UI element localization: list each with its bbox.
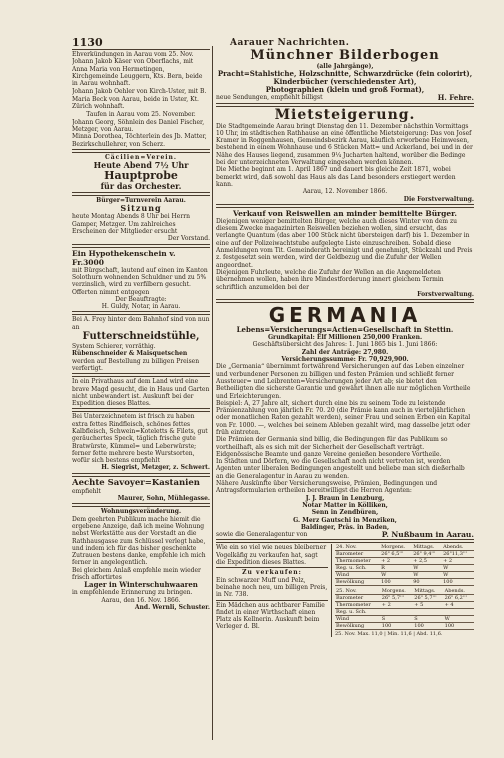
table-row bbox=[335, 588, 474, 595]
wohnung-sign: And. Wernli, Schuster. bbox=[134, 603, 210, 611]
baptisms-title: Taufen in Aarau vom 25. November. bbox=[86, 111, 196, 119]
siegrist-sign: H. Siegrist, Metzger, z. Schwert. bbox=[101, 464, 210, 472]
germania-sub: Lebens=Versicherungs=Actien=Gesellschaft in Stettin. bbox=[236, 325, 454, 335]
turner-sign: Der Vorstand. bbox=[167, 235, 210, 243]
table-cell: 90 bbox=[412, 579, 442, 586]
table-cell: Morgens. bbox=[380, 544, 412, 551]
baptism-entry: Johann Georg, Söhnlein des Daniel Fischer, Metzger, von Aarau. bbox=[72, 118, 205, 133]
small-ads bbox=[216, 544, 332, 637]
bilder-title: Münchner Bilderbogen bbox=[250, 48, 440, 63]
bilder-sub: (alle Jahrgänge), bbox=[316, 63, 374, 70]
table-cell bbox=[381, 609, 414, 616]
table-cell: + 5 bbox=[413, 602, 443, 609]
germania-agent: Baldinger, Präs. in Baden, bbox=[300, 523, 390, 531]
table-cell: Wind bbox=[335, 572, 380, 579]
table-cell: 100 bbox=[381, 623, 414, 630]
table-row bbox=[335, 572, 474, 579]
right-column bbox=[216, 48, 474, 738]
frey-intro: Bei A. Frey hinter dem Bahnhof sind von nun an bbox=[72, 316, 210, 331]
miet-date: Aarau, 12. November 1866. bbox=[302, 188, 388, 196]
verkaufen-title: Zu verkaufen: bbox=[242, 569, 302, 577]
table-cell: 26" 6,5''' bbox=[380, 551, 412, 558]
table-cell: + 2 bbox=[442, 558, 474, 565]
kastanien-title: Aechte Savoyer=Kastanien bbox=[72, 477, 200, 488]
hypo-text: mit Bürgschaft, lautend auf einen im Kanton Solothurn wohnenden Schuldner und zu 5% verzinslich, wird zu verfilbern gesucht. Offerten nimmt entgegen bbox=[72, 266, 208, 296]
table-cell: W bbox=[442, 572, 474, 579]
table-cell: 26"11,3''' bbox=[442, 551, 474, 558]
column-divider bbox=[212, 46, 213, 740]
miet-text: Die Stadtgemeinde Aarau bringt Dienstag den 11. Dezember nächsthin Vormittags 10 Uhr, im städtischen Rathhause an eine öffentliche Mietsteigerung: Das von Josef Kramer in Roggenhausen, Gemeindsbezirk Aarau, käuflich erworbene Heimwesen, bestehend in einem Wohnhause und 6 Stücken Matt= und Ackerland, bei und in der Nähe des Hauses liegend, zusammen 9¼ Jucharten haltend, worüber die Bedinge bei der unterzeichneten Verwaltung eingesehen werden können. bbox=[216, 122, 473, 167]
table-cell: + 2 bbox=[381, 602, 414, 609]
wohnung-text3: in empfehlende Erinnerung zu bringen. bbox=[72, 589, 193, 597]
wohnung-title: Wohnungsveränderung. bbox=[100, 508, 182, 516]
paper-title: Aarauer Nachrichten. bbox=[230, 38, 350, 48]
table-row bbox=[335, 579, 474, 586]
table-cell: + 2,5 bbox=[412, 558, 442, 565]
bilder-sign: H. Fehre. bbox=[437, 93, 474, 103]
table-cell: W bbox=[412, 572, 442, 579]
table-cell: 26" 9,4''' bbox=[412, 551, 442, 558]
table-cell: 100 bbox=[413, 623, 443, 630]
table-cell: 25. Nov. bbox=[335, 588, 381, 595]
table-cell: S bbox=[413, 616, 443, 623]
table-cell: W bbox=[412, 565, 442, 572]
germania-footer bbox=[216, 531, 474, 538]
weather-footer: 25. Nov. Max. 11,0 | Min. 11,6 | Abd. 11,6. bbox=[335, 631, 443, 638]
germania-year: Geschäftsübersicht des Jahres: 1. Juni 1865 bis 1. Juni 1866: bbox=[252, 341, 438, 349]
divider bbox=[216, 539, 474, 543]
left-column bbox=[72, 48, 210, 738]
divider bbox=[72, 49, 210, 50]
frey-rest: werden auf Bestellung zu billigen Preisen verfertigt. bbox=[72, 357, 200, 372]
reis-sign: Forstverwaltung. bbox=[417, 290, 474, 298]
table-cell: 100 bbox=[442, 579, 474, 586]
germania-text5: In Städten und Dörfern, wo die Gesellschaft noch nicht vertreten ist, werden Agenten unter liberalen Bedingungen angestellt und beliebe man sich dießerhalb an die Generalagentur in Aarau zu wenden. bbox=[216, 458, 465, 480]
baptism-entry: Minna Dorothea, Töchterlein des Jb. Matter, Bezirkschullehrer, von Scherz. bbox=[72, 133, 207, 148]
page-number: 1130 bbox=[72, 36, 103, 49]
divider bbox=[216, 567, 328, 568]
table-cell: W bbox=[444, 616, 474, 623]
germania-general: sowie die Generalagentur von bbox=[216, 531, 308, 539]
weather-table bbox=[332, 544, 474, 637]
divider bbox=[216, 204, 474, 208]
table-row bbox=[335, 602, 474, 609]
table-row bbox=[335, 595, 474, 602]
germania-agent: G. Merz Gautschi in Menziken, bbox=[293, 516, 397, 524]
germania-agent: Senn in Zendbüren, bbox=[311, 509, 379, 517]
germania-text: Die „Germania“ übernimmt fortwährend Versicherungen auf das Leben einzelner und verbundener Personen zu billigen und festen Prämien und schließt ferner Aussteuer= und Leibrenten=Versicherungen jeder Art ab; sie bietet den Betheiligten die sicherste Garantie und gewährt ihnen alle nur möglichen Vortheile und Erleichterungen. bbox=[216, 363, 471, 400]
marriage-entry: Johann Jakob Käser von Oberflachs, mit Anna Maria von Hermetingen, Kirchgemeinde Leuggern, Kts. Bern, beide in Aarau wohnhaft. bbox=[72, 58, 203, 88]
reis-text: Diejenigen weniger bemittelten Bürger, welche auch dieses Winter von dem zu diesem Zwecke magazinirten Reiswellen beziehen wollen, sind ersucht, das verlangte Quantum (das aber 100 Stück nicht übersteigen darf) bis 1. Dezember in eine auf der Polizeiwachtstube aufgelegte Liste einzuschreiben. Sobald diese Anmeldungen vom Tit. Gemeinderath bereinigt und genehmigt, Stückzahl und Preis z. festgesetzt sein werden, wird der Geldbezug und die Zufuhr der Wellen angeordnet. bbox=[216, 217, 473, 269]
table-cell: Mittags. bbox=[413, 588, 443, 595]
divider bbox=[216, 600, 328, 601]
bilder-footer bbox=[216, 94, 474, 101]
table-row bbox=[335, 565, 474, 572]
table-cell: Morgens. bbox=[381, 588, 414, 595]
magd-text: In ein Privathaus auf dem Land wird eine brave Magd gesucht, die in Haus und Garten nicht unbewandert ist. Auskunft bei der Expedition dieses Blattes. bbox=[72, 378, 210, 408]
table-cell: R bbox=[380, 565, 412, 572]
kastanien-sign: Maurer, Sohn, Mühlegasse. bbox=[117, 495, 210, 503]
divider bbox=[72, 373, 210, 377]
table-cell: + 4 bbox=[444, 602, 474, 609]
miet-text2: Die Miethe beginnt am 1. April 1867 und dauert bis gleiche Zeit 1871, wobei bemerkt wird, daß sowohl das Haus als das Land besonders erstiegert werden kann. bbox=[216, 166, 456, 188]
table-cell: + 2 bbox=[380, 558, 412, 565]
vogelkoefig-ad: Wie ein so viel wie neues bleiberner Vogelkäfig zu verkaufen hat, sagt die Expedition dieses Blattes. bbox=[216, 544, 327, 567]
table-cell: Abends. bbox=[444, 588, 474, 595]
table-cell: Bewölkung bbox=[335, 623, 381, 630]
reis-text2: Diejenigen Fuhrleute, welche die Zufuhr der Wellen an die Angemeldeten übernehmen wollen, haben ihre Mindestforderung innert gleichem Termin schriftlich anzumelden bei der bbox=[216, 268, 444, 291]
divider bbox=[72, 473, 210, 477]
divider bbox=[72, 149, 210, 153]
germania-agent: Notar Matter in Kölliken, bbox=[302, 501, 388, 509]
table-row bbox=[335, 558, 474, 565]
table-row bbox=[335, 609, 474, 616]
divider bbox=[72, 192, 210, 196]
table-cell: Barometer bbox=[335, 551, 380, 558]
table-cell: Mittags. bbox=[412, 544, 442, 551]
caecilien-line: Heute Abend 7½ Uhr bbox=[93, 160, 189, 171]
table-row bbox=[335, 623, 474, 630]
divider bbox=[216, 103, 474, 107]
germania-sign: P. Nußbaum in Aarau. bbox=[381, 530, 474, 540]
bottom-split bbox=[216, 544, 474, 637]
turner-heading: Sitzung bbox=[120, 203, 162, 214]
table-cell bbox=[413, 609, 443, 616]
wohnung-text: Dem geehrten Publikum mache hiemit die ergebene Anzeige, daß ich meine Wohnung nebst Werkstätte aus der Vorstadt an die Rathhausgasse zum Schlüssel verlegt habe, und indem ich für das bisher geschenkte Zutrauen bestens danke, empfehle ich mich ferner in angelegentlich. bbox=[72, 515, 206, 567]
marriage-entry: Johann Jakob Oehler von Kirch-Uster, mit B. Maria Beck von Aarau, beide in Uster, Kt. Zürich wohnhaft. bbox=[72, 88, 207, 111]
kellnerin-ad: Ein Mädchen aus achtbarer Familie findet in einer Wirthschaft einen Platz als Kellnerin. Auskunft beim Verleger d. Bl. bbox=[216, 601, 325, 631]
table-cell: 26" 5,7''' bbox=[381, 595, 414, 602]
germania-agent: J. J. Braun in Lenzburg, bbox=[305, 494, 385, 502]
table-row bbox=[335, 551, 474, 558]
wohnung-headline: Lager in Winterschuhwaaren bbox=[84, 580, 198, 590]
wohnung-text2: Bei gleichem Anlaß empfehle mein wieder frisch affortirtes bbox=[72, 566, 201, 582]
germania-text2: Beispiel: A, 27 Jahre alt, sichert durch eine bis zu seinem Tode zu leistende Prämienzahlung von jährlich Fr. 70. 20 (die Prämie kann auch in vierteljährlichen oder monatlichen Raten gezahlt werden), seiner Frau und seinen Erben ein Kapital von Fr. 1000. —, welches bei seinem Ableben gezahlt wird, mag dasselbe jetzt oder früh eintreten. bbox=[216, 399, 471, 436]
reis-title: Verkauf von Reiswellen an minder bemittelte Bürger. bbox=[232, 208, 458, 218]
table-cell: 26" 5,7''' bbox=[413, 595, 443, 602]
divider bbox=[72, 408, 210, 412]
table-cell: 24. Nov. bbox=[335, 544, 380, 551]
table-cell: Wind bbox=[335, 616, 381, 623]
miet-title: Mietsteigerung. bbox=[274, 106, 416, 123]
marriage-intro: Ehverkündungen in Aarau vom 25. Nov. bbox=[72, 51, 194, 58]
kastanien-sub: empfiehlt bbox=[72, 487, 101, 495]
germania-capital: Grundkapital: Elf Millionen 250,000 Franken. bbox=[267, 334, 423, 342]
table-cell: 100 bbox=[380, 579, 412, 586]
hypo-agent: H. Guldy, Notar, in Aarau. bbox=[101, 303, 181, 311]
table-cell: 100 bbox=[444, 623, 474, 630]
table-cell: Bewölkung bbox=[335, 579, 380, 586]
table-cell: Thermometer bbox=[335, 558, 380, 565]
table-cell: Reg. u. Sch. bbox=[335, 609, 381, 616]
table-cell: Reg. u. Sch. bbox=[335, 565, 380, 572]
germania-summe: Versicherungssumme: Fr. 70,929,900. bbox=[281, 356, 409, 364]
table-cell: W bbox=[442, 565, 474, 572]
hypo-agent-title: Der Beauftragte: bbox=[115, 295, 167, 303]
table-cell: S bbox=[381, 616, 414, 623]
divider bbox=[72, 244, 210, 248]
germania-text6: Nähere Auskünfte über Versicherungsweise, Prämien, Bedingungen und Antragsformularien ertheilen bereitwilligst die Herren Agenten: bbox=[216, 480, 438, 495]
table-row bbox=[335, 616, 474, 623]
germania-title: GERMANIA bbox=[268, 303, 422, 328]
bilder-line: Pracht=Stahlstiche, Holzschnitte, Schwarzdrücke (fein colorirt), bbox=[217, 69, 473, 79]
frey-sub: Rübenschneider & Maisquetschen bbox=[72, 350, 188, 358]
frey-headline: Futterschneidstühle, bbox=[82, 331, 200, 343]
germania-text4: Eidgenössische Beamte und ganze Vereine genießen besondere Vortheile. bbox=[216, 450, 442, 458]
weather-table-2 bbox=[335, 588, 474, 630]
table-cell: 26" 6,2''' bbox=[444, 595, 474, 602]
table-cell: Thermometer bbox=[335, 602, 381, 609]
turner-text: heute Montag Abends 8 Uhr bei Herrn Gamper, Metzger. Um zahlreiches Erscheinen der Mitglieder ersucht bbox=[72, 213, 190, 236]
divider bbox=[72, 311, 210, 315]
caecilien-headline: Hauptprobe bbox=[104, 169, 178, 183]
caecilien-sub: für das Orchester. bbox=[100, 181, 182, 192]
weather-table-1 bbox=[335, 544, 474, 586]
table-cell: W bbox=[380, 572, 412, 579]
divider bbox=[72, 503, 210, 507]
wohnung-date: Aarau, den 16. Nov. 1866. bbox=[101, 596, 181, 604]
table-row bbox=[335, 544, 474, 551]
miet-sign: Die Forstverwaltung. bbox=[403, 195, 474, 203]
table-cell: Abends. bbox=[442, 544, 474, 551]
table-cell: Barometer bbox=[335, 595, 381, 602]
germania-antraege: Zahl der Anträge: 27,980. bbox=[301, 348, 389, 356]
siegrist-text: Bei Unterzeichnetem ist frisch zu haben extra fettes Rindfleisch, schönes fettes Kalbfleisch, Schwein=Koteletts & Filets, gut geräuchertes Speck, täglich frische gute Bratwürste, Kümmel= und Leberwürste; ferner fette mehrere beste Wurstsorten, wofür sich bestens empfiehlt bbox=[72, 413, 208, 465]
bilder-line: Kinderbücher (verschiedenster Art), bbox=[273, 77, 417, 87]
turner-title: Bürger=Turnverein Aarau. bbox=[96, 197, 186, 205]
hypo-title: Ein Hypothekenschein v. Fr.3000 bbox=[72, 248, 176, 267]
bilder-line: neue Sendungen, empfiehlt billigst bbox=[216, 94, 323, 102]
frey-text: System Schierer, vorräthig. bbox=[72, 343, 156, 351]
bilder-line: Photographien (klein und groß Format), bbox=[265, 85, 425, 95]
germania-text3: Die Prämien der Germania sind billig, die Bedingungen für das Publikum so vortheilhaft, als es sich mit der Sicherheit der Gesellschaft verträgt. bbox=[216, 436, 448, 451]
table-cell bbox=[444, 609, 474, 616]
caecilien-title: Cäcilien=Verein. bbox=[105, 153, 177, 161]
verkaufen-text: Ein schwarzer Muff und Pelz, beinahe noch neu, um billigen Preis, in Nr. 738. bbox=[216, 576, 328, 599]
